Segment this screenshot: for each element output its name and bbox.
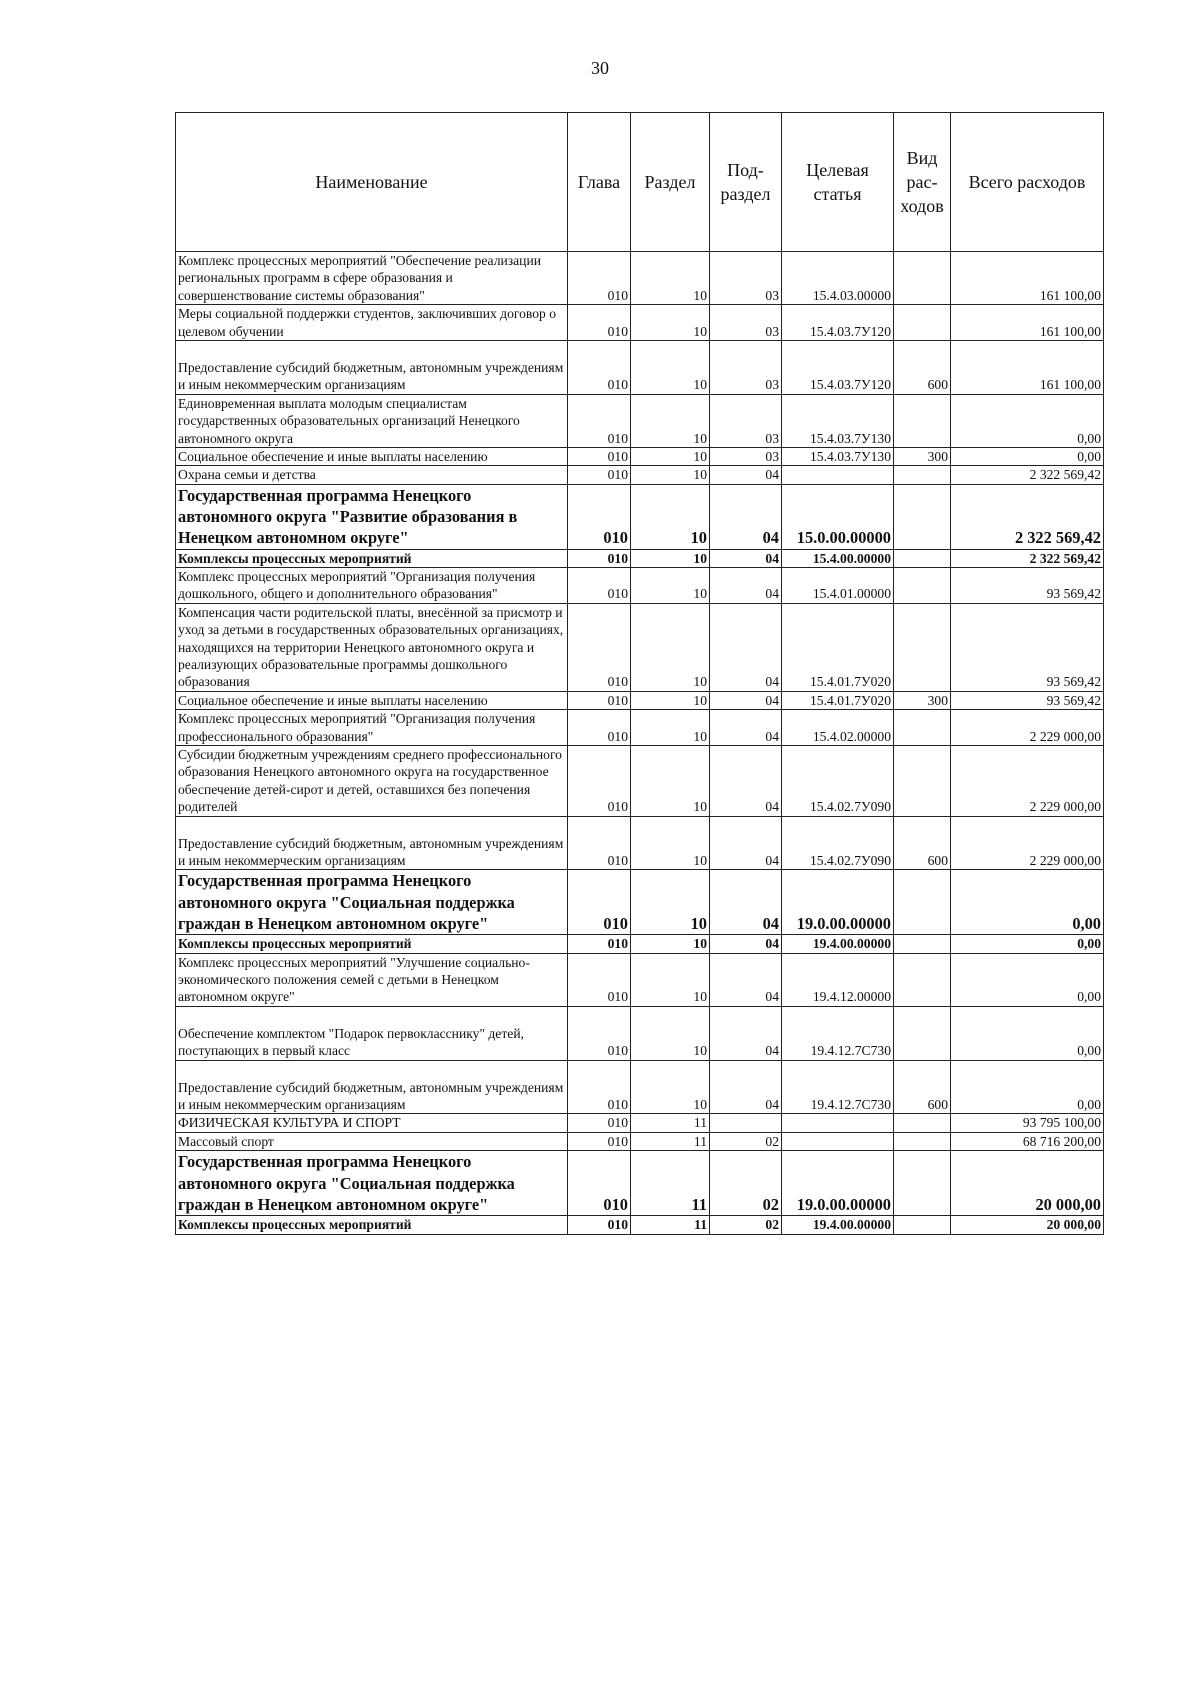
cell-statya	[782, 1114, 894, 1132]
cell-statya: 15.0.00.00000	[782, 484, 894, 549]
cell-statya: 19.4.12.7С730	[782, 1060, 894, 1114]
cell-glava: 010	[568, 484, 631, 549]
header-glava: Глава	[568, 113, 631, 252]
cell-razdel: 10	[631, 745, 710, 816]
cell-name: Компенсация части родительской платы, внесённой за присмотр и уход за детьми в государственных образовательных организациях, находящихся на территории Ненецкого автономного округа и реализующих образовательные программы дошкольного образования	[176, 603, 568, 691]
cell-vid	[894, 603, 951, 691]
cell-total: 20 000,00	[951, 1216, 1104, 1234]
cell-statya: 15.4.00.00000	[782, 549, 894, 567]
cell-podrazdel	[710, 1114, 782, 1132]
cell-glava: 010	[568, 1060, 631, 1114]
cell-razdel: 10	[631, 252, 710, 305]
cell-total: 0,00	[951, 935, 1104, 953]
cell-vid	[894, 710, 951, 746]
cell-name: Государственная программа Ненецкого автономного округа "Социальная поддержка граждан в Ненецком автономном округе"	[176, 870, 568, 935]
cell-glava: 010	[568, 935, 631, 953]
cell-razdel: 10	[631, 603, 710, 691]
table-row	[176, 953, 1104, 1006]
cell-vid: 600	[894, 816, 951, 870]
cell-podrazdel: 04	[710, 691, 782, 709]
cell-podrazdel: 02	[710, 1151, 782, 1216]
cell-razdel: 11	[631, 1216, 710, 1234]
cell-razdel: 10	[631, 447, 710, 465]
cell-statya	[782, 1132, 894, 1150]
cell-statya: 19.4.00.00000	[782, 935, 894, 953]
table-row	[176, 603, 1104, 691]
budget-table	[175, 112, 1104, 1235]
cell-vid	[894, 466, 951, 484]
cell-podrazdel: 04	[710, 953, 782, 1006]
cell-razdel: 10	[631, 549, 710, 567]
table-row	[176, 466, 1104, 484]
cell-podrazdel: 03	[710, 305, 782, 341]
cell-name: Комплекс процессных мероприятий "Обеспечение реализации региональных программ в сфере образования и совершенствование системы образования"	[176, 252, 568, 305]
cell-vid	[894, 394, 951, 447]
table-row	[176, 935, 1104, 953]
table-row	[176, 1151, 1104, 1216]
cell-statya: 15.4.02.7У090	[782, 745, 894, 816]
cell-glava: 010	[568, 816, 631, 870]
cell-razdel: 10	[631, 394, 710, 447]
cell-statya: 19.4.12.00000	[782, 953, 894, 1006]
cell-podrazdel: 04	[710, 935, 782, 953]
cell-name: Комплекс процессных мероприятий "Организация получения дошкольного, общего и дополнительного образования"	[176, 568, 568, 604]
cell-razdel: 10	[631, 1060, 710, 1114]
table-row	[176, 1006, 1104, 1060]
cell-total: 0,00	[951, 394, 1104, 447]
cell-statya: 15.4.01.7У020	[782, 603, 894, 691]
cell-podrazdel: 03	[710, 394, 782, 447]
table-row	[176, 691, 1104, 709]
cell-name: Предоставление субсидий бюджетным, автономным учреждениям и иным некоммерческим организациям	[176, 816, 568, 870]
cell-glava: 010	[568, 1006, 631, 1060]
cell-vid	[894, 935, 951, 953]
cell-name: Меры социальной поддержки студентов, заключивших договор о целевом обучении	[176, 305, 568, 341]
cell-podrazdel: 04	[710, 603, 782, 691]
cell-razdel: 11	[631, 1132, 710, 1150]
cell-podrazdel: 04	[710, 1060, 782, 1114]
table-row	[176, 870, 1104, 935]
table-row	[176, 305, 1104, 341]
header-podrazdel: Под-раздел	[710, 113, 782, 252]
cell-name: Охрана семьи и детства	[176, 466, 568, 484]
cell-podrazdel: 04	[710, 710, 782, 746]
cell-glava: 010	[568, 710, 631, 746]
table-row	[176, 1132, 1104, 1150]
cell-glava: 010	[568, 549, 631, 567]
cell-glava: 010	[568, 870, 631, 935]
cell-vid: 600	[894, 340, 951, 394]
cell-glava: 010	[568, 394, 631, 447]
cell-total: 2 322 569,42	[951, 466, 1104, 484]
cell-name: Комплексы процессных мероприятий	[176, 935, 568, 953]
cell-name: Комплекс процессных мероприятий "Улучшение социально-экономического положения семей с детьми в Ненецком автономном округе"	[176, 953, 568, 1006]
cell-podrazdel: 03	[710, 340, 782, 394]
table-row	[176, 549, 1104, 567]
cell-glava: 010	[568, 466, 631, 484]
cell-statya: 15.4.03.7У130	[782, 447, 894, 465]
cell-podrazdel: 04	[710, 870, 782, 935]
cell-total: 0,00	[951, 953, 1104, 1006]
cell-glava: 010	[568, 1151, 631, 1216]
table-body	[176, 252, 1104, 1235]
cell-podrazdel: 04	[710, 568, 782, 604]
cell-razdel: 10	[631, 466, 710, 484]
cell-razdel: 10	[631, 691, 710, 709]
cell-name: Предоставление субсидий бюджетным, автономным учреждениям и иным некоммерческим организациям	[176, 340, 568, 394]
cell-total: 161 100,00	[951, 252, 1104, 305]
table-row	[176, 745, 1104, 816]
cell-statya: 15.4.03.7У130	[782, 394, 894, 447]
cell-podrazdel: 03	[710, 252, 782, 305]
cell-razdel: 11	[631, 1114, 710, 1132]
table-row	[176, 1060, 1104, 1114]
cell-vid	[894, 252, 951, 305]
table-row	[176, 1216, 1104, 1234]
cell-statya: 19.4.12.7С730	[782, 1006, 894, 1060]
cell-razdel: 10	[631, 870, 710, 935]
cell-podrazdel: 04	[710, 816, 782, 870]
cell-razdel: 10	[631, 935, 710, 953]
cell-glava: 010	[568, 1114, 631, 1132]
cell-vid: 600	[894, 1060, 951, 1114]
cell-razdel: 10	[631, 953, 710, 1006]
cell-glava: 010	[568, 953, 631, 1006]
cell-statya: 15.4.02.7У090	[782, 816, 894, 870]
cell-name: Государственная программа Ненецкого автономного округа "Социальная поддержка граждан в Ненецком автономном округе"	[176, 1151, 568, 1216]
cell-statya	[782, 466, 894, 484]
cell-vid	[894, 1132, 951, 1150]
cell-name: Социальное обеспечение и иные выплаты населению	[176, 691, 568, 709]
cell-total: 0,00	[951, 1006, 1104, 1060]
table-row	[176, 816, 1104, 870]
cell-podrazdel: 04	[710, 745, 782, 816]
cell-name: Комплекс процессных мероприятий "Организация получения профессионального образования"	[176, 710, 568, 746]
header-vid: Вид рас-ходов	[894, 113, 951, 252]
cell-vid	[894, 484, 951, 549]
cell-statya: 15.4.02.00000	[782, 710, 894, 746]
cell-total: 2 229 000,00	[951, 816, 1104, 870]
header-razdel: Раздел	[631, 113, 710, 252]
cell-total: 20 000,00	[951, 1151, 1104, 1216]
cell-vid	[894, 1114, 951, 1132]
cell-total: 161 100,00	[951, 305, 1104, 341]
cell-vid	[894, 870, 951, 935]
cell-vid	[894, 1151, 951, 1216]
cell-podrazdel: 03	[710, 447, 782, 465]
header-total: Всего расходов	[951, 113, 1104, 252]
cell-statya: 15.4.03.7У120	[782, 305, 894, 341]
cell-total: 2 229 000,00	[951, 745, 1104, 816]
cell-razdel: 10	[631, 484, 710, 549]
cell-podrazdel: 04	[710, 484, 782, 549]
cell-total: 0,00	[951, 870, 1104, 935]
cell-razdel: 10	[631, 1006, 710, 1060]
cell-podrazdel: 02	[710, 1216, 782, 1234]
cell-statya: 15.4.01.00000	[782, 568, 894, 604]
cell-glava: 010	[568, 252, 631, 305]
cell-vid	[894, 305, 951, 341]
cell-razdel: 10	[631, 340, 710, 394]
cell-name: Обеспечение комплектом "Подарок первокласснику" детей, поступающих в первый класс	[176, 1006, 568, 1060]
table-row	[176, 447, 1104, 465]
cell-total: 93 569,42	[951, 691, 1104, 709]
cell-name: Единовременная выплата молодым специалистам государственных образовательных организаций Ненецкого автономного округа	[176, 394, 568, 447]
table-header-row	[176, 113, 1104, 252]
cell-glava: 010	[568, 1216, 631, 1234]
cell-vid	[894, 953, 951, 1006]
cell-vid: 300	[894, 691, 951, 709]
cell-statya: 19.0.00.00000	[782, 870, 894, 935]
cell-podrazdel: 02	[710, 1132, 782, 1150]
table-row	[176, 340, 1104, 394]
header-name: Наименование	[176, 113, 568, 252]
cell-statya: 15.4.03.00000	[782, 252, 894, 305]
cell-razdel: 10	[631, 568, 710, 604]
cell-razdel: 11	[631, 1151, 710, 1216]
cell-total: 0,00	[951, 447, 1104, 465]
cell-podrazdel: 04	[710, 549, 782, 567]
cell-glava: 010	[568, 447, 631, 465]
cell-razdel: 10	[631, 305, 710, 341]
cell-name: Массовый спорт	[176, 1132, 568, 1150]
cell-vid	[894, 568, 951, 604]
cell-statya: 19.4.00.00000	[782, 1216, 894, 1234]
cell-name: Субсидии бюджетным учреждениям среднего профессионального образования Ненецкого автономного округа на государственное обеспечение детей-сирот и детей, оставшихся без попечения родителей	[176, 745, 568, 816]
cell-glava: 010	[568, 1132, 631, 1150]
cell-vid	[894, 1216, 951, 1234]
cell-vid: 300	[894, 447, 951, 465]
cell-glava: 010	[568, 340, 631, 394]
cell-glava: 010	[568, 603, 631, 691]
table-row	[176, 1114, 1104, 1132]
cell-total: 2 322 569,42	[951, 549, 1104, 567]
cell-vid	[894, 745, 951, 816]
cell-statya: 19.0.00.00000	[782, 1151, 894, 1216]
cell-glava: 010	[568, 568, 631, 604]
cell-total: 93 795 100,00	[951, 1114, 1104, 1132]
cell-total: 93 569,42	[951, 568, 1104, 604]
cell-vid	[894, 549, 951, 567]
cell-name: Комплексы процессных мероприятий	[176, 549, 568, 567]
header-statya: Целевая статья	[782, 113, 894, 252]
cell-total: 68 716 200,00	[951, 1132, 1104, 1150]
cell-total: 2 229 000,00	[951, 710, 1104, 746]
cell-vid	[894, 1006, 951, 1060]
page-number: 30	[591, 58, 609, 78]
cell-name: Комплексы процессных мероприятий	[176, 1216, 568, 1234]
cell-razdel: 10	[631, 816, 710, 870]
table-row	[176, 568, 1104, 604]
cell-statya: 15.4.03.7У120	[782, 340, 894, 394]
table-row	[176, 484, 1104, 549]
cell-statya: 15.4.01.7У020	[782, 691, 894, 709]
cell-name: ФИЗИЧЕСКАЯ КУЛЬТУРА И СПОРТ	[176, 1114, 568, 1132]
cell-glava: 010	[568, 745, 631, 816]
cell-podrazdel: 04	[710, 466, 782, 484]
cell-glava: 010	[568, 691, 631, 709]
cell-total: 161 100,00	[951, 340, 1104, 394]
cell-total: 2 322 569,42	[951, 484, 1104, 549]
cell-total: 0,00	[951, 1060, 1104, 1114]
cell-razdel: 10	[631, 710, 710, 746]
cell-total: 93 569,42	[951, 603, 1104, 691]
cell-name: Предоставление субсидий бюджетным, автономным учреждениям и иным некоммерческим организациям	[176, 1060, 568, 1114]
cell-glava: 010	[568, 305, 631, 341]
cell-name: Социальное обеспечение и иные выплаты населению	[176, 447, 568, 465]
cell-name: Государственная программа Ненецкого автономного округа "Развитие образования в Ненецком автономном округе"	[176, 484, 568, 549]
table-row	[176, 394, 1104, 447]
cell-podrazdel: 04	[710, 1006, 782, 1060]
table-row	[176, 710, 1104, 746]
table-row	[176, 252, 1104, 305]
